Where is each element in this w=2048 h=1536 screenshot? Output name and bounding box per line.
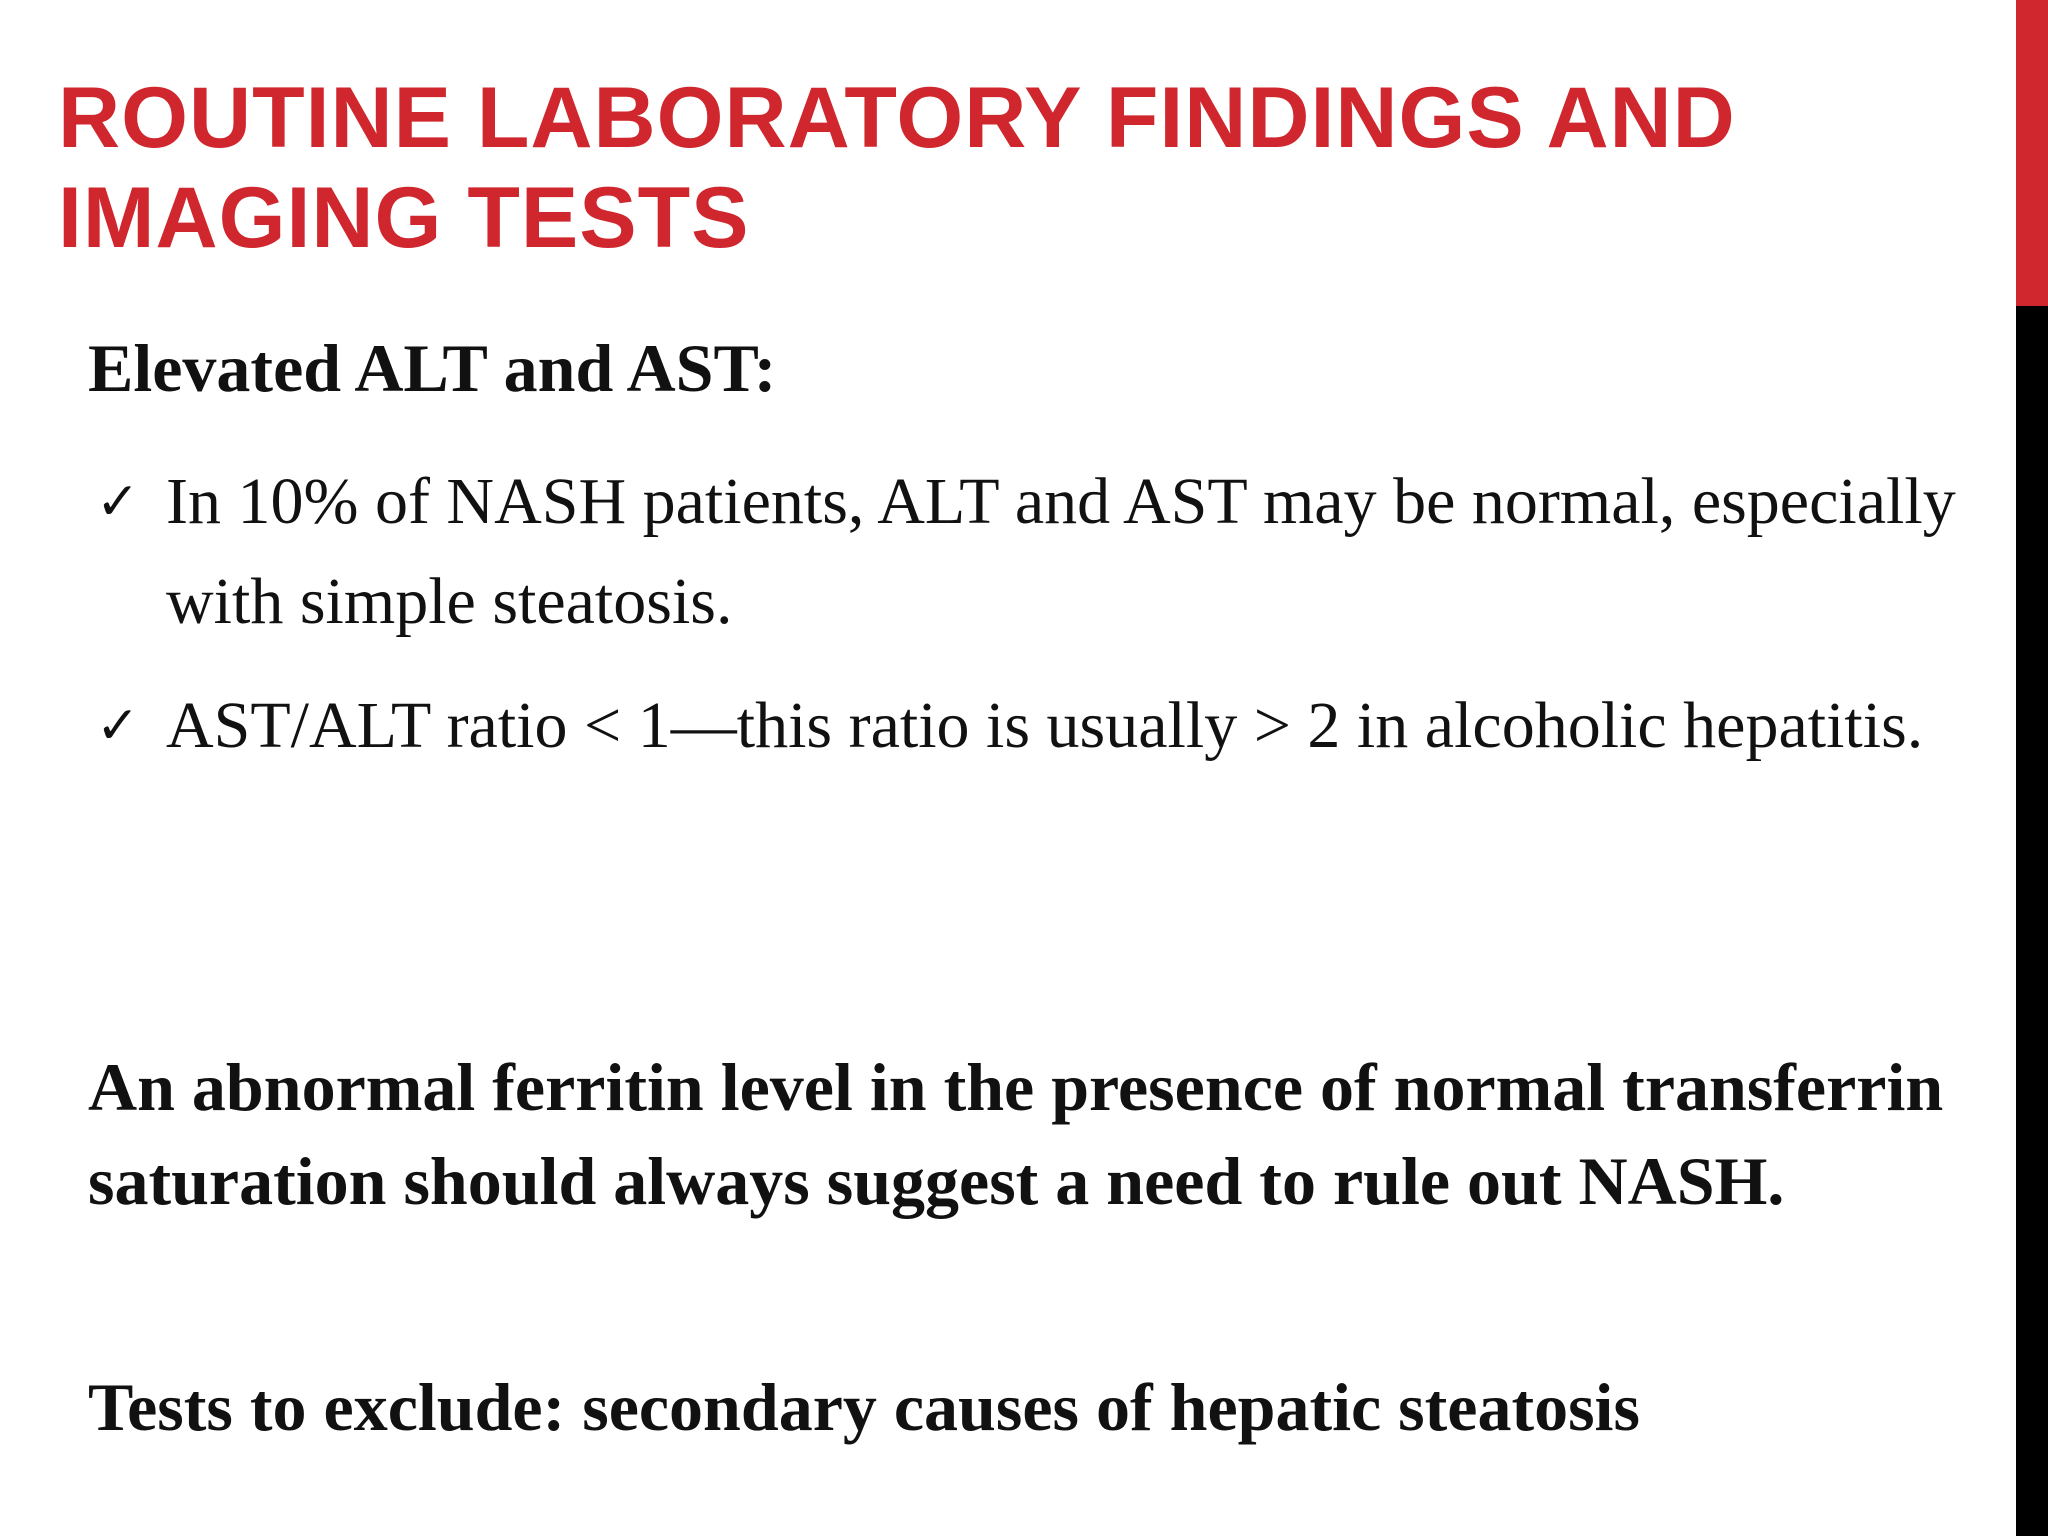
accent-bar-dark: [2016, 306, 2048, 1536]
accent-bar-red: [2016, 0, 2048, 306]
checkmark-icon: ✓: [96, 472, 140, 532]
ferritin-note: An abnormal ferritin level in the presence of normal transferrin saturation should always suggest a need to rule out NASH.: [88, 1049, 1944, 1219]
bullet-item: [96, 676, 1976, 776]
section-heading: Elevated ALT and AST:: [88, 330, 777, 406]
bullet-text: In 10% of NASH patients, ALT and AST may be normal, especially with simple steatosis.: [166, 465, 1956, 638]
checkmark-icon: ✓: [96, 696, 140, 756]
bullet-item: [96, 452, 1976, 652]
tests-note: Tests to exclude: secondary causes of hepatic steatosis: [88, 1369, 1640, 1445]
bullet-text: AST/ALT ratio < 1—this ratio is usually > 2 in alcoholic hepatitis.: [166, 689, 1924, 762]
slide-title: ROUTINE LABORATORY FINDINGS AND IMAGING TESTS: [58, 70, 1736, 266]
